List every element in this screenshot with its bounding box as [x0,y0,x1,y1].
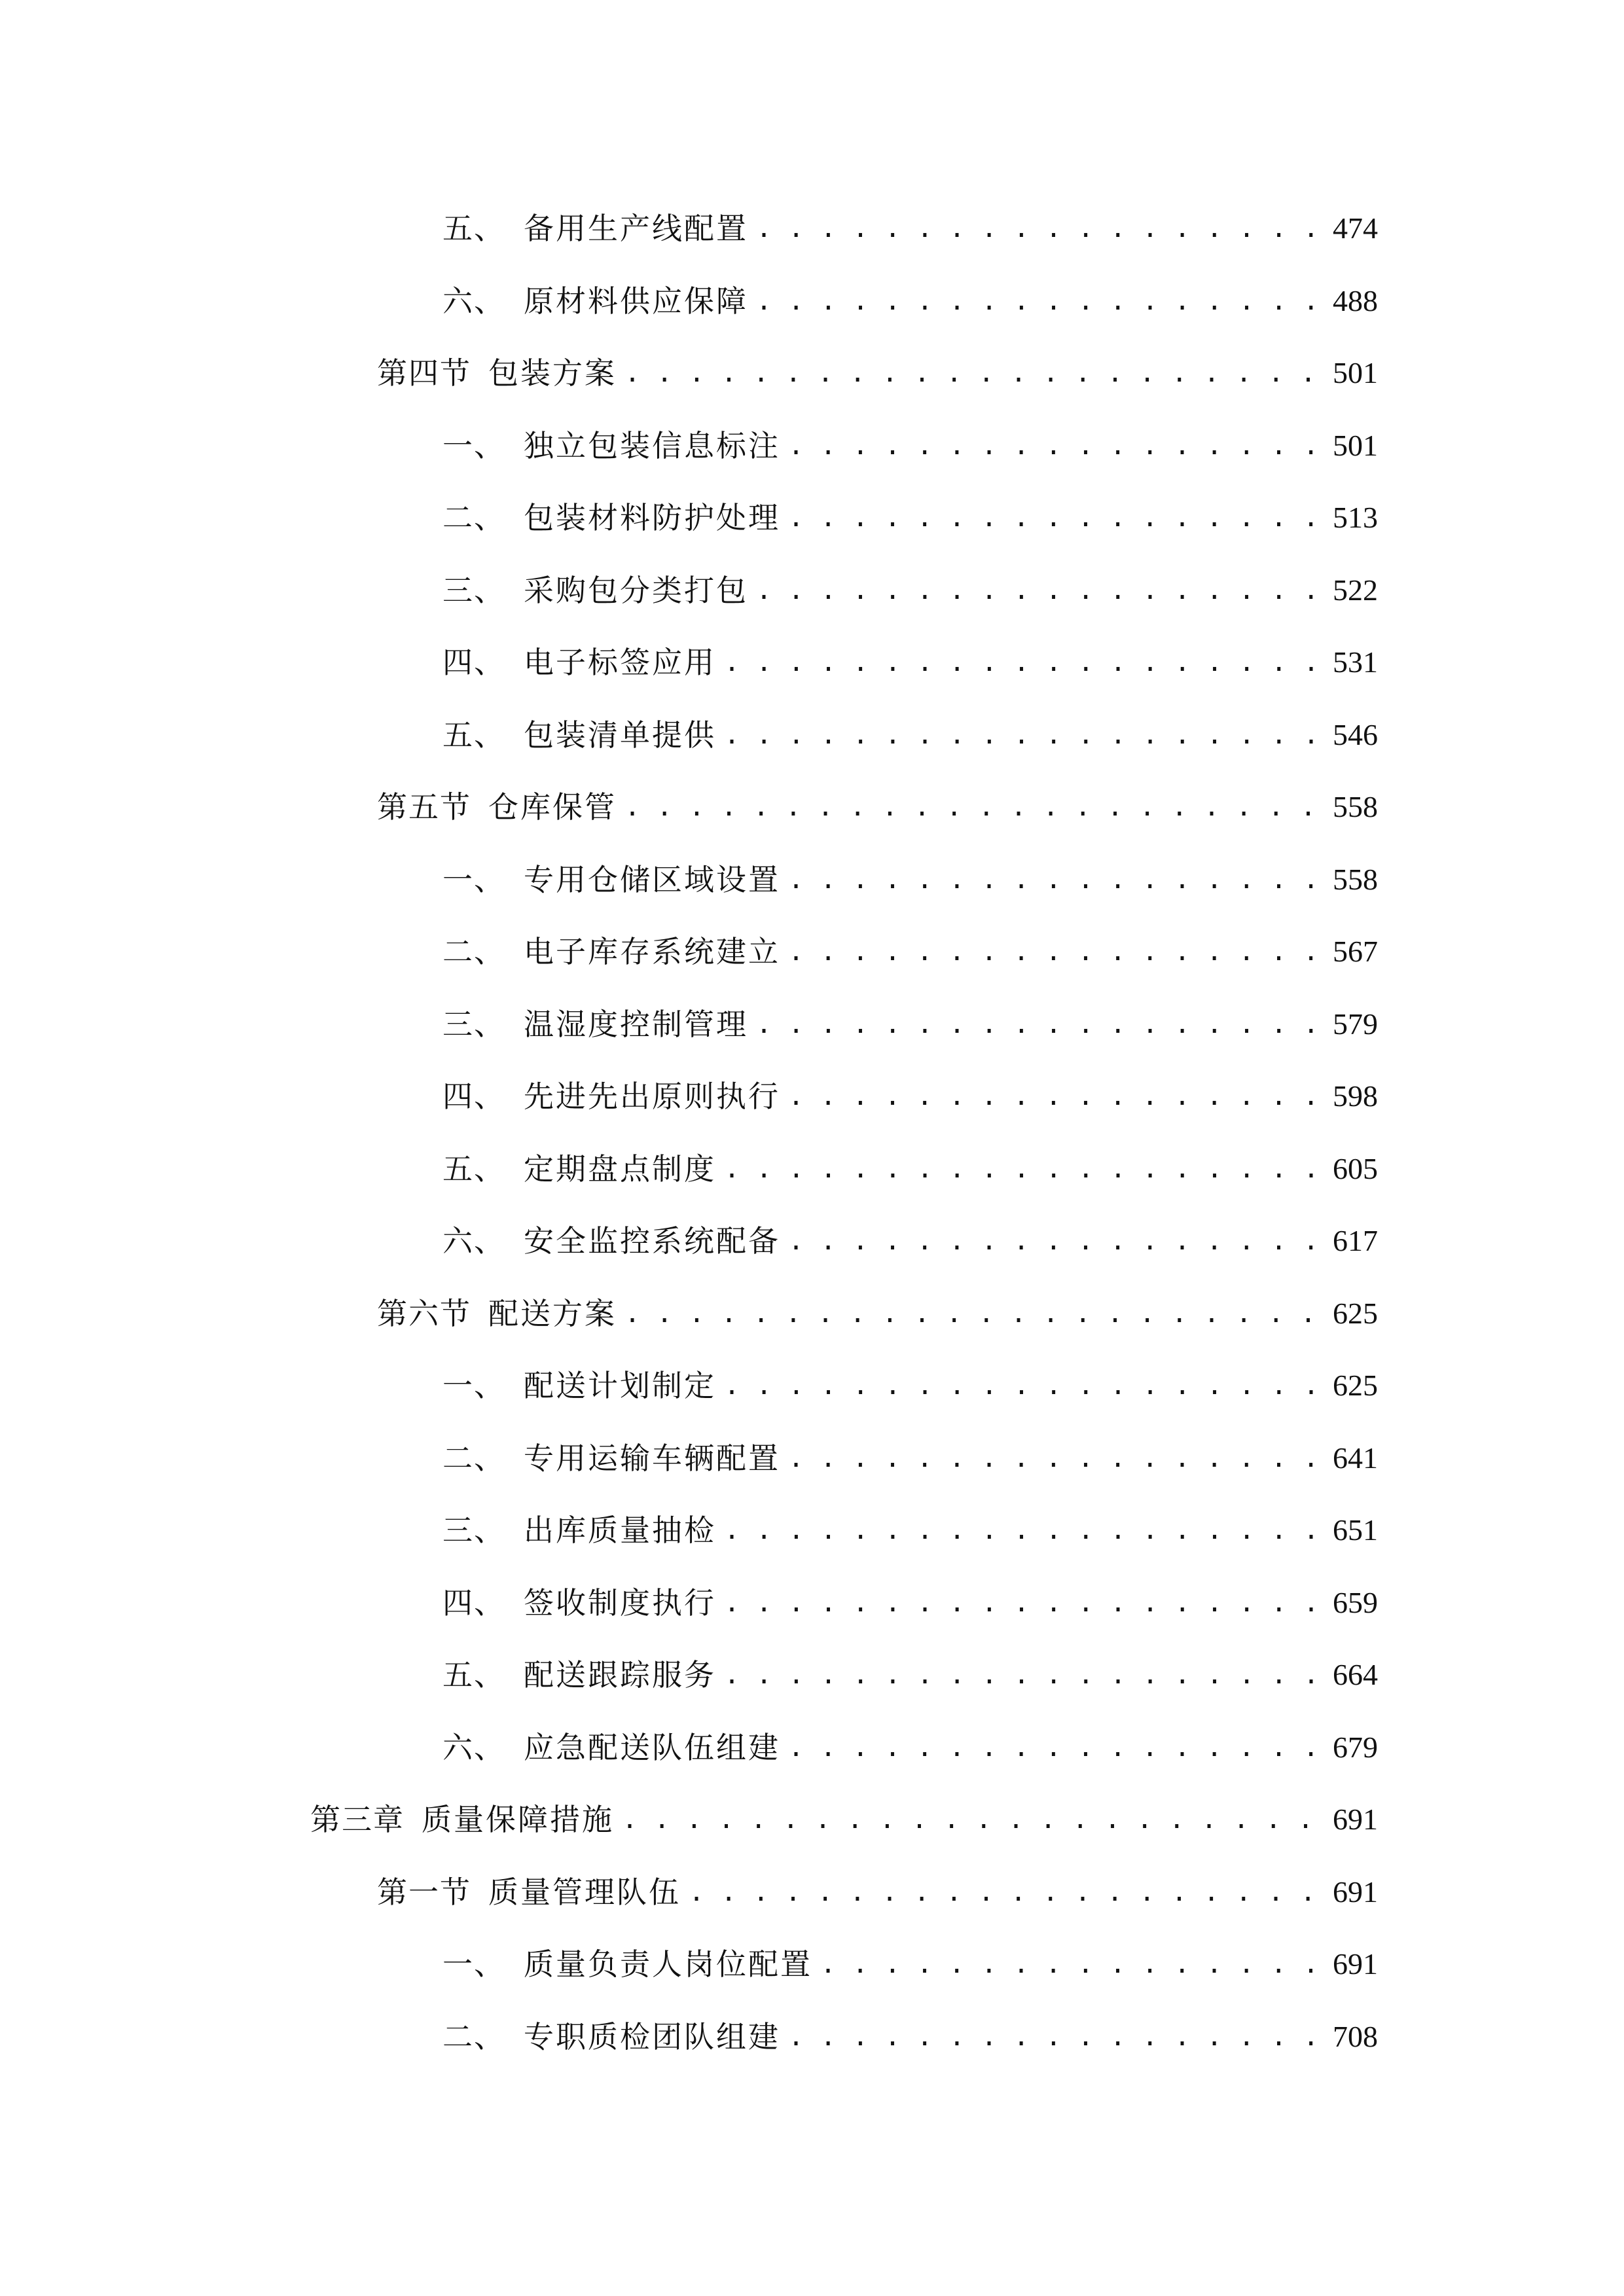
toc-entry-page: 522 [1333,573,1378,607]
toc-entry-page: 558 [1333,862,1378,896]
toc-entry[interactable] [0,1060,1624,1133]
toc-entry-page: 531 [1333,645,1378,679]
toc-entry[interactable] [0,1422,1624,1495]
toc-entry-title: 仓库保管 [488,789,617,825]
toc-entry[interactable] [0,1928,1624,2001]
toc-entry-page: 598 [1333,1079,1378,1113]
toc-entry-page: 691 [1333,1947,1378,1981]
toc-entry-title: 专用仓储区域设置 [524,861,780,897]
toc-entry[interactable] [0,1567,1624,1640]
toc-entry-title: 独立包装信息标注 [524,427,780,463]
toc-entry-number: 六、 [442,1223,505,1259]
toc-entry-title: 配送方案 [488,1295,617,1331]
toc-entry-number: 第三章 [310,1802,405,1838]
toc-entry-number: 第六节 [377,1295,471,1331]
toc-entry[interactable] [0,337,1624,410]
toc-entry-page: 501 [1333,356,1378,390]
toc-dot-leader [756,572,1316,609]
toc-entry-number: 五、 [442,211,505,247]
toc-dot-leader [756,1006,1316,1043]
toc-entry-page: 651 [1333,1513,1378,1547]
toc-entry-title: 电子标签应用 [524,645,716,681]
toc-entry-page: 558 [1333,790,1378,824]
toc-dot-leader [724,1657,1316,1693]
toc-dot-leader [788,1440,1316,1477]
toc-entry[interactable] [0,1205,1624,1278]
toc-entry-title: 配送计划制定 [524,1368,716,1404]
toc-entry[interactable] [0,1639,1624,1712]
toc-entry-number: 二、 [442,1440,505,1476]
table-of-contents [0,192,1624,2073]
toc-entry-title: 配送跟踪服务 [524,1657,716,1693]
toc-entry-page: 474 [1333,211,1378,245]
toc-entry-page: 691 [1333,1874,1378,1909]
toc-entry-number: 一、 [442,1946,505,1982]
toc-entry[interactable] [0,699,1624,772]
toc-entry-number: 四、 [442,1585,505,1621]
toc-entry-page: 679 [1333,1730,1378,1764]
toc-entry[interactable] [0,1133,1624,1206]
toc-entry-title: 电子库存系统建立 [524,934,780,970]
toc-dot-leader [689,1874,1316,1910]
toc-entry-number: 第四节 [377,355,471,391]
toc-entry-number: 三、 [442,1513,505,1549]
toc-entry-page: 691 [1333,1803,1378,1837]
toc-entry-number: 四、 [442,1079,505,1115]
toc-entry-number: 四、 [442,645,505,681]
toc-entry-number: 一、 [442,861,505,897]
toc-dot-leader [724,1512,1316,1549]
toc-entry-title: 温湿度控制管理 [524,1006,748,1042]
toc-entry-number: 二、 [442,934,505,970]
toc-dot-leader [624,789,1316,825]
toc-entry-title: 包装清单提供 [524,717,716,753]
toc-dot-leader [724,717,1316,753]
toc-dot-leader [820,1946,1316,1982]
toc-entry-number: 第五节 [377,789,471,825]
toc-entry[interactable] [0,771,1624,844]
toc-entry-title: 安全监控系统配备 [524,1223,780,1259]
toc-entry-page: 659 [1333,1585,1378,1619]
toc-entry-number: 六、 [442,1729,505,1765]
toc-entry-number: 五、 [442,717,505,753]
toc-entry[interactable] [0,265,1624,338]
toc-entry[interactable] [0,916,1624,988]
toc-entry-title: 专用运输车辆配置 [524,1440,780,1476]
toc-dot-leader [724,1585,1316,1621]
toc-entry[interactable] [0,988,1624,1061]
toc-entry-page: 625 [1333,1296,1378,1330]
toc-entry[interactable] [0,844,1624,916]
toc-entry-number: 六、 [442,283,505,319]
toc-dot-leader [724,644,1316,681]
toc-entry[interactable] [0,192,1624,265]
toc-entry[interactable] [0,1784,1624,1856]
toc-entry-title: 先进先出原则执行 [524,1079,780,1115]
toc-entry-page: 605 [1333,1151,1378,1185]
toc-entry-title: 定期盘点制度 [524,1151,716,1187]
toc-entry[interactable] [0,626,1624,699]
toc-entry-page: 488 [1333,283,1378,317]
toc-dot-leader [624,1295,1316,1332]
toc-entry-number: 五、 [442,1151,505,1187]
toc-entry-page: 625 [1333,1369,1378,1403]
toc-entry-title: 出库质量抽检 [524,1513,716,1549]
toc-dot-leader [624,355,1316,391]
toc-dot-leader [788,2018,1316,2055]
toc-dot-leader [622,1801,1316,1838]
toc-entry[interactable] [0,1856,1624,1929]
toc-entry-number: 三、 [442,1006,505,1042]
toc-entry-title: 包装材料防护处理 [524,500,780,536]
toc-entry[interactable] [0,1712,1624,1784]
toc-dot-leader [788,1223,1316,1259]
toc-entry-title: 质量保障措施 [422,1802,614,1838]
toc-entry-title: 签收制度执行 [524,1585,716,1621]
toc-dot-leader [788,861,1316,898]
toc-entry-title: 应急配送队伍组建 [524,1729,780,1765]
toc-entry-number: 二、 [442,500,505,536]
toc-entry-page: 513 [1333,501,1378,535]
toc-entry[interactable] [0,1278,1624,1350]
toc-entry-title: 质量管理队伍 [488,1874,681,1910]
toc-dot-leader [788,1078,1316,1115]
toc-entry-page: 579 [1333,1007,1378,1041]
toc-entry[interactable] [0,1494,1624,1567]
toc-entry-title: 原材料供应保障 [524,283,748,319]
toc-dot-leader [788,499,1316,536]
toc-dot-leader [724,1151,1316,1187]
toc-dot-leader [756,283,1316,319]
toc-entry-number: 第一节 [377,1874,471,1910]
toc-entry-number: 一、 [442,1368,505,1404]
toc-entry-title: 包装方案 [488,355,617,391]
toc-entry-number: 三、 [442,572,505,608]
toc-entry-title: 质量负责人岗位配置 [524,1946,812,1982]
toc-entry-number: 一、 [442,427,505,463]
toc-entry-page: 617 [1333,1224,1378,1258]
toc-entry-number: 二、 [442,2018,505,2054]
toc-dot-leader [756,210,1316,247]
toc-dot-leader [788,933,1316,970]
toc-entry[interactable] [0,482,1624,554]
toc-dot-leader [724,1367,1316,1404]
toc-dot-leader [788,427,1316,464]
toc-entry[interactable] [0,1350,1624,1422]
toc-entry-page: 501 [1333,428,1378,462]
toc-entry-title: 备用生产线配置 [524,211,748,247]
toc-entry-title: 专职质检团队组建 [524,2018,780,2054]
toc-entry-page: 641 [1333,1441,1378,1475]
toc-entry-page: 664 [1333,1658,1378,1692]
toc-entry[interactable] [0,2001,1624,2073]
toc-dot-leader [788,1729,1316,1766]
toc-entry-page: 567 [1333,935,1378,969]
toc-entry-page: 708 [1333,2019,1378,2053]
toc-entry-number: 五、 [442,1657,505,1693]
toc-entry-page: 546 [1333,717,1378,751]
toc-entry[interactable] [0,410,1624,482]
toc-entry[interactable] [0,554,1624,627]
toc-entry-title: 采购包分类打包 [524,572,748,608]
